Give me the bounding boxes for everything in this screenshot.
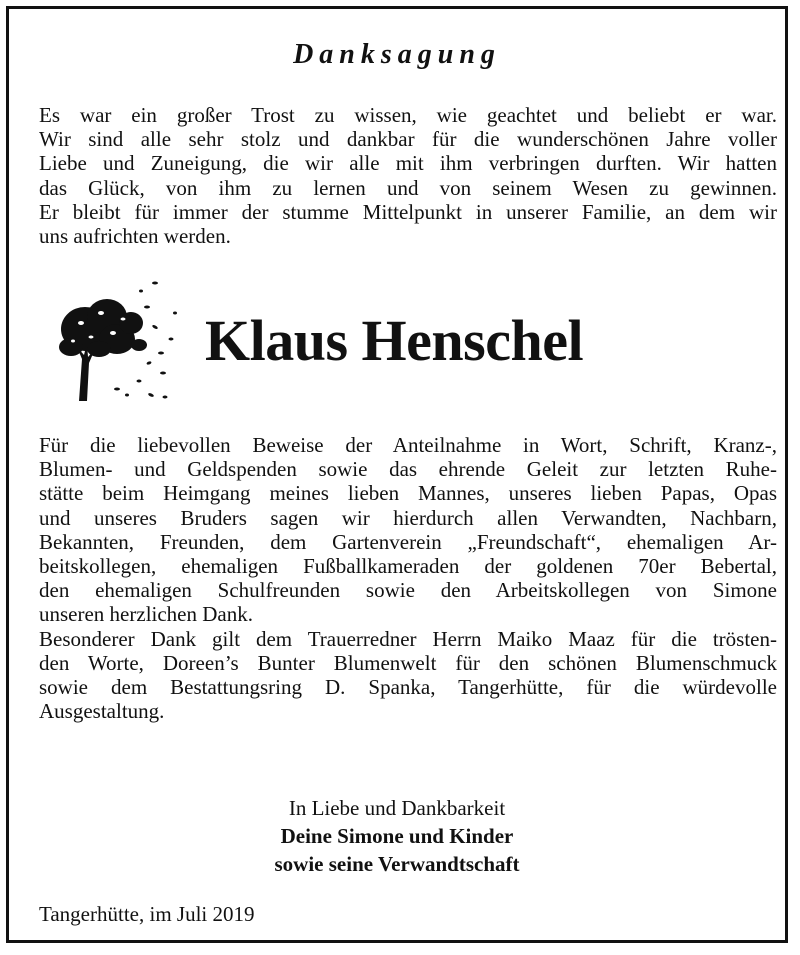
thanks-line: den ehemaligen Schulfreunden sowie den Arbeitskollegen von Simone [39, 578, 777, 603]
notice-heading: Danksagung [293, 39, 501, 70]
notice-frame [6, 6, 788, 943]
intro-line: uns aufrichten werden. [39, 224, 231, 249]
thanks-line: unseren herzlichen Dank. [39, 602, 253, 627]
intro-line: Liebe und Zuneigung, die wir alle mit ihm verbringen durften. Wir hatten [39, 151, 777, 176]
thanks-line: Für die liebevollen Beweise der Anteilnahme in Wort, Schrift, Kranz-, [39, 433, 777, 457]
tree-with-falling-leaves-icon [51, 277, 181, 407]
thanks-line: den Worte, Doreen’s Bunter Blumenwelt für den schönen Blumenschmuck [39, 650, 777, 675]
intro-paragraph [39, 103, 777, 248]
thanks-line: und unseres Bruders sagen wir hierdurch allen Verwandten, Nachbarn, [39, 505, 777, 530]
thanks-line: Blumen- und Geldspenden sowie das ehrende Geleit zur letzten Ruhe- [39, 457, 777, 482]
closing-family: Deine Simone und Kinder [280, 824, 514, 848]
thanks-line: Bekannten, Freunden, dem Gartenverein „Freundschaft“, ehemaligen Ar- [39, 529, 777, 554]
deceased-name: Klaus Henschel [205, 308, 584, 373]
place-date: Tangerhütte, im Juli 2019 [39, 902, 255, 926]
intro-line: das Glück, von ihm zu lernen und von seinem Wesen zu gewinnen. [39, 175, 777, 200]
intro-line: Wir sind alle sehr stolz und dankbar für die wunderschönen Jahre voller [39, 127, 777, 152]
thanks-line: Besonderer Dank gilt dem Trauerredner Herrn Maiko Maaz für die trösten- [39, 626, 777, 651]
closing-relatives: sowie seine Verwandtschaft [274, 852, 520, 876]
intro-line: Es war ein großer Trost zu wissen, wie geachtet und beliebt er war. [39, 103, 777, 127]
closing-signature [9, 794, 785, 878]
thanks-line: beitskollegen, ehemaligen Fußballkameraden der goldenen 70er Bebertal, [39, 554, 777, 579]
thanks-line: sowie dem Bestattungsring D. Spanka, Tangerhütte, für die würdevolle [39, 675, 777, 700]
thanks-paragraph [39, 433, 777, 723]
intro-line: Er bleibt für immer der stumme Mittelpunkt in unserer Familie, an dem wir [39, 199, 777, 224]
thanks-line: Ausgestaltung. [39, 699, 165, 724]
closing-line: In Liebe und Dankbarkeit [288, 796, 506, 820]
thanks-line: stätte beim Heimgang meines lieben Mannes, unseres lieben Papas, Opas [39, 481, 777, 506]
